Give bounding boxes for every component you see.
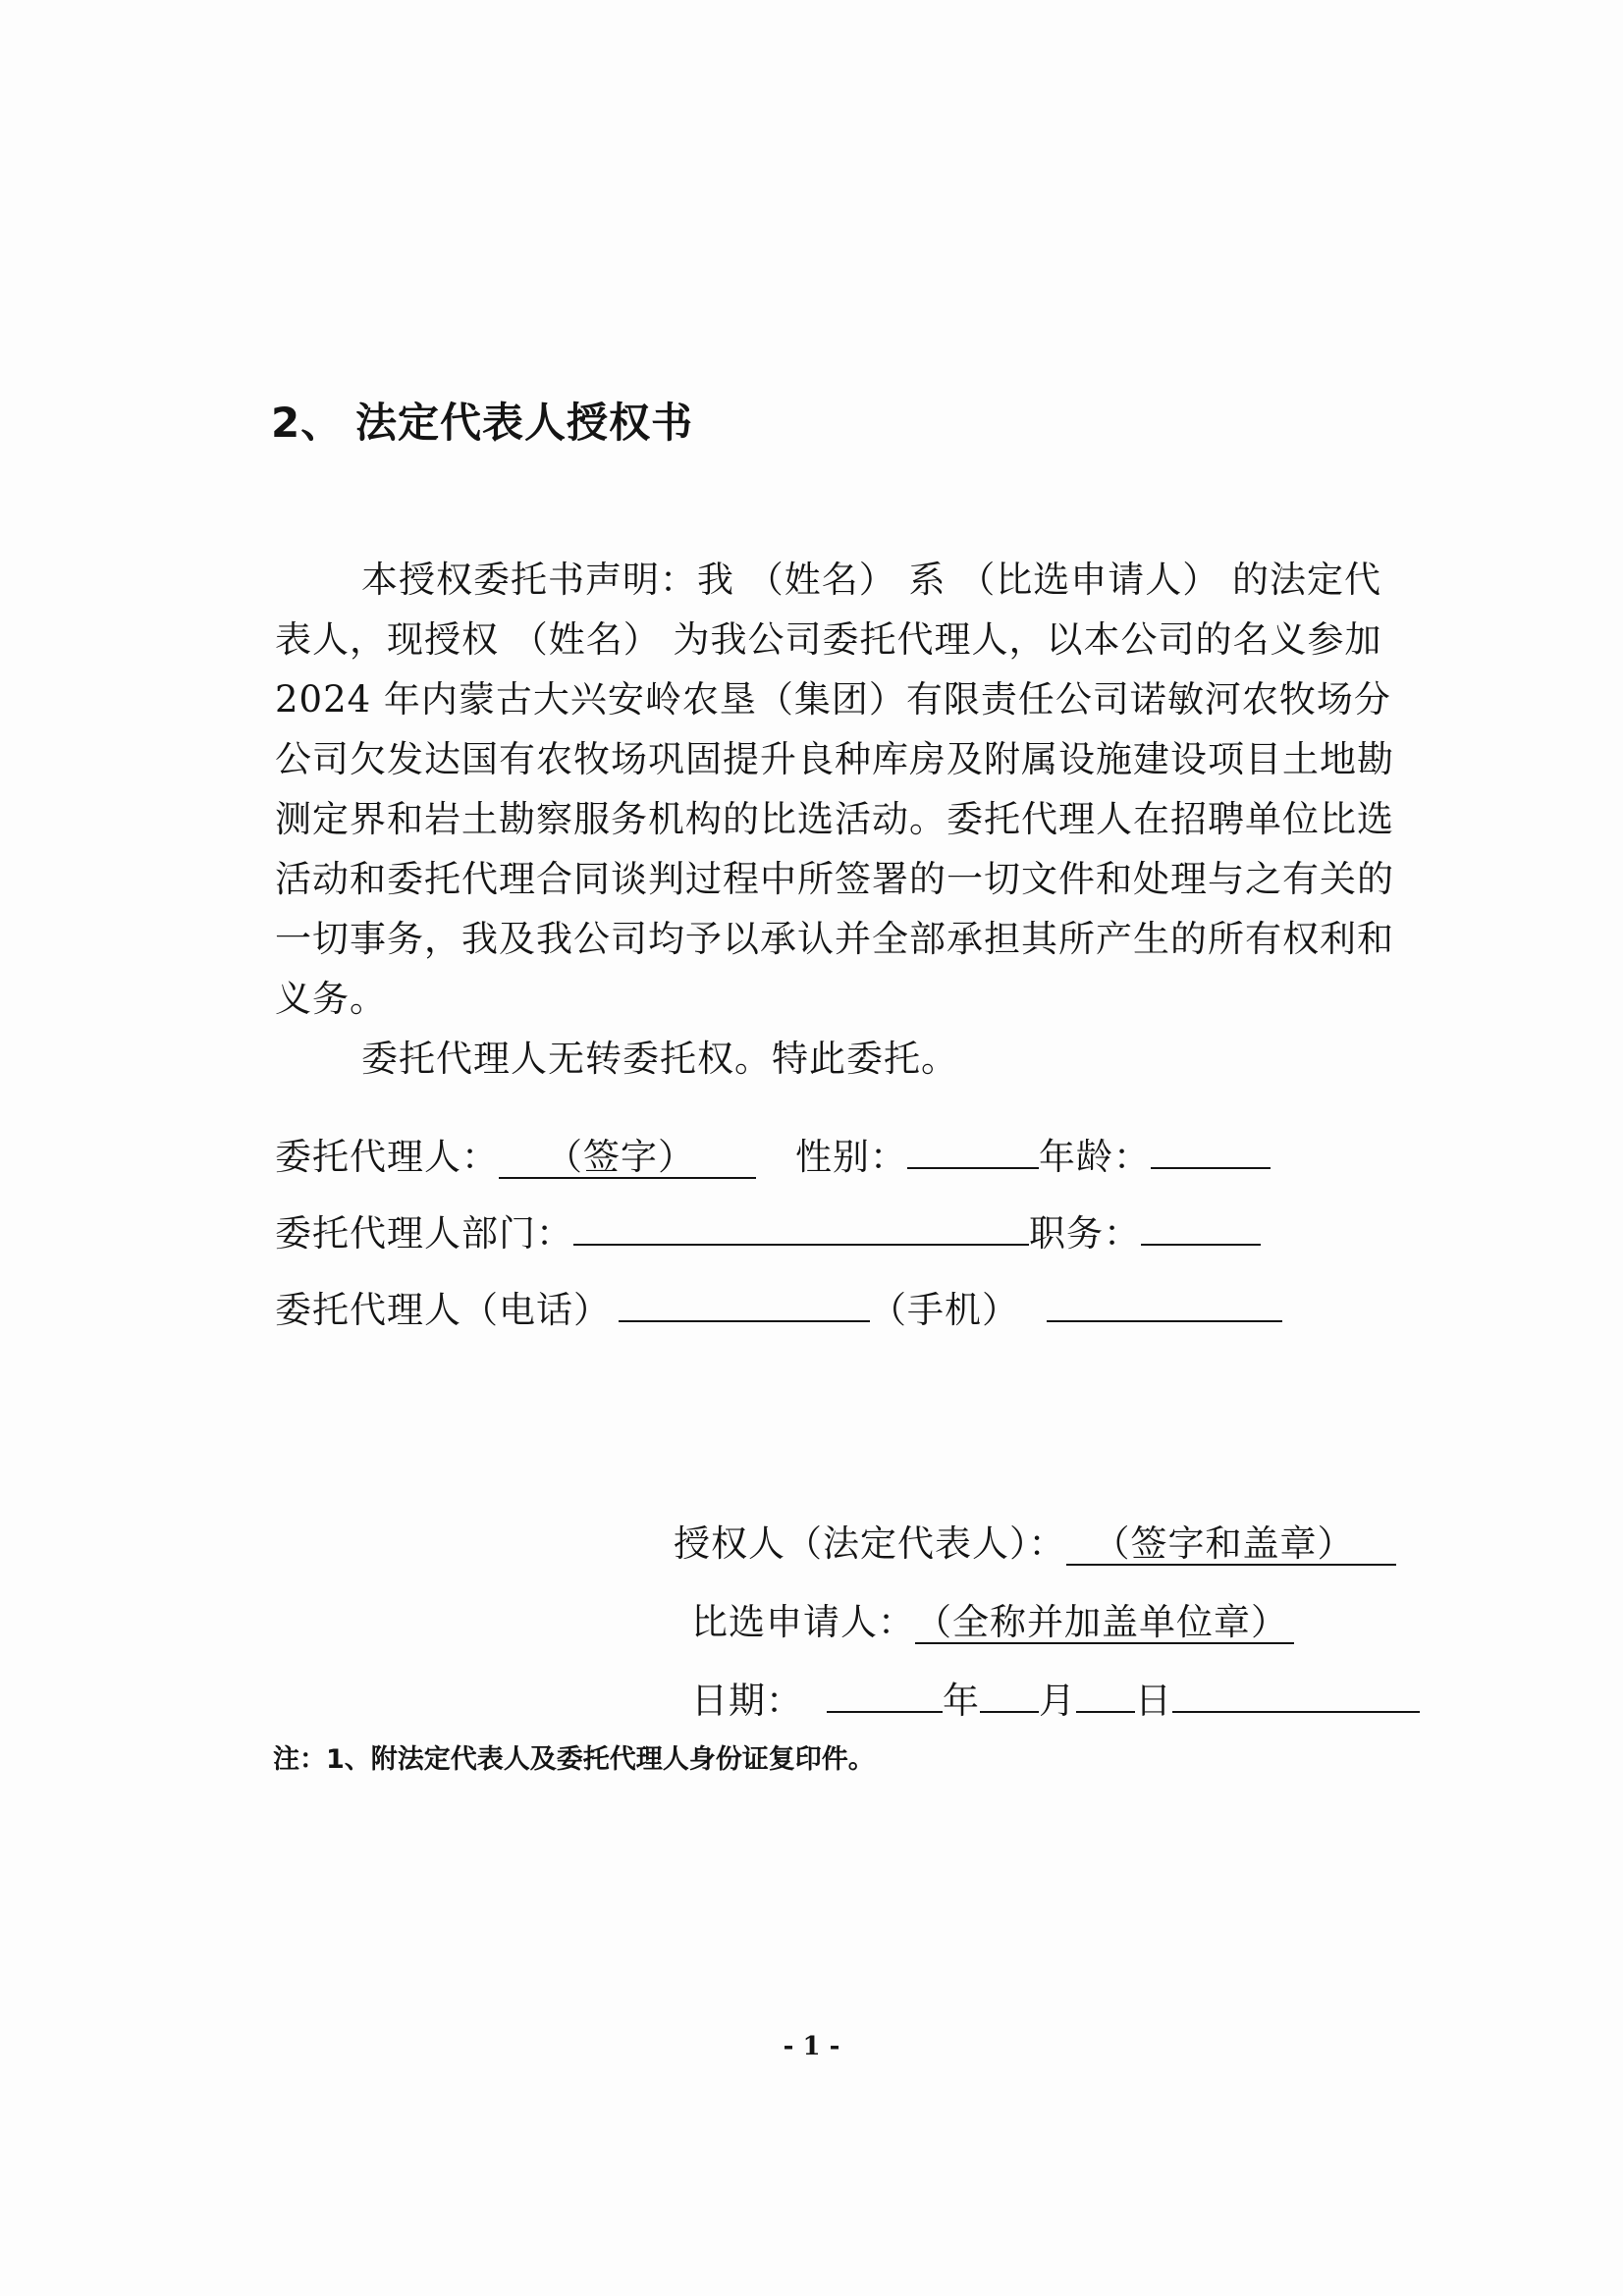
section-heading — [271, 391, 693, 450]
phone-field — [619, 1287, 870, 1322]
position-label: 职务： — [1029, 1212, 1141, 1255]
month-label: 月 — [1039, 1680, 1076, 1722]
agent-signature-field: （签字） — [499, 1138, 756, 1179]
dept-field — [573, 1210, 1029, 1246]
authorization-paragraph: 本授权委托书声明：我 （姓名） 系 （比选申请人） 的法定代表人，现授权 （姓名） 为我公司委托代理人，以本公司的名义参加 2024 年内蒙古大兴安岭农垦（集团）有限责任公司诺敏河农牧场分公司欠发达国有农牧场巩固提升良种库房及附属设施建设项目土地勘测定界和岩土勘察服务机构的比选活动。委托代理人在招聘单位比选活动和委托代理合同谈判过程中所签署的一切文件和处理与之有关的一切事务，我及我公司均予以承认并全部承担其所产生的所有权利和义务。 — [275, 559, 1394, 1020]
year-field — [827, 1678, 943, 1713]
date-label: 日期： — [691, 1680, 803, 1722]
day-label: 日 — [1135, 1680, 1172, 1722]
no-subdelegation-paragraph: 委托代理人无转委托权。特此委托。 — [361, 1038, 958, 1080]
authorizer-label: 授权人（法定代表人）： — [674, 1522, 1066, 1565]
section-title: 法定代表人授权书 — [355, 399, 694, 447]
age-label: 年龄： — [1039, 1136, 1151, 1178]
applicant-row — [691, 1592, 1294, 1645]
mobile-field — [1047, 1287, 1282, 1322]
age-field — [1151, 1134, 1271, 1169]
agent-info-row — [275, 1127, 1271, 1180]
attachment-note: 注：1、附法定代表人及委托代理人身份证复印件。 — [273, 1744, 875, 1775]
section-number: 2、 — [271, 399, 344, 447]
day-field — [1076, 1678, 1135, 1713]
agent-dept-row — [275, 1203, 1261, 1256]
applicant-label: 比选申请人： — [691, 1601, 915, 1643]
phone-label: 委托代理人（电话） — [275, 1289, 611, 1331]
gender-label: 性别： — [795, 1136, 907, 1178]
date-row — [691, 1671, 1420, 1724]
page-number: - 1 - — [783, 2032, 840, 2061]
date-trailing-line — [1172, 1678, 1420, 1713]
dept-label: 委托代理人部门： — [275, 1212, 573, 1255]
agent-phone-row — [275, 1280, 1282, 1333]
month-field — [980, 1678, 1039, 1713]
gender-field — [907, 1134, 1039, 1169]
applicant-name-field: （全称并加盖单位章） — [915, 1603, 1294, 1644]
year-label: 年 — [943, 1680, 980, 1722]
authorizer-row — [674, 1514, 1396, 1567]
position-field — [1141, 1210, 1261, 1246]
mobile-label: （手机） — [870, 1289, 1019, 1331]
agent-label: 委托代理人： — [275, 1136, 499, 1178]
authorization-body — [275, 550, 1394, 1089]
authorizer-signature-field: （签字和盖章） — [1066, 1524, 1396, 1566]
